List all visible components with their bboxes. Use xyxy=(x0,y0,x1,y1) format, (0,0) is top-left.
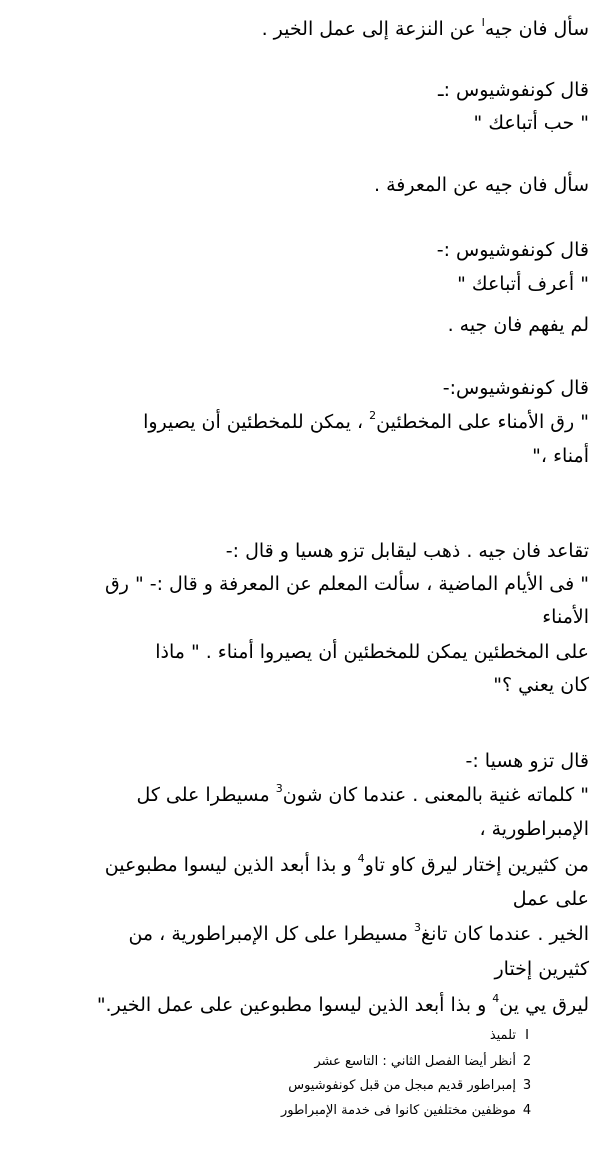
footnote xyxy=(314,1055,538,1068)
text-line: أمناء ،" xyxy=(532,445,589,467)
footnote-ref: 4 xyxy=(357,852,365,865)
text-line: قال تزو هسيا :- xyxy=(465,750,589,772)
footnote-ref: 2 xyxy=(369,409,377,422)
text-line: الخير . عندما كان تانغ$^3$ مسيطرا على كل الإمبراطورية ، من xyxy=(128,921,589,945)
text-line: سأل فان جيه$^I$ عن النزعة إلى عمل الخير . xyxy=(261,16,589,40)
text-line: على المخطئين يمكن للمخطئين أن يصيروا أمناء . " ماذا xyxy=(155,641,589,663)
text-line: ليرق يي ين$^4$ و بذا أبعد الذين ليسوا مطبوعين على عمل الخير." xyxy=(96,992,589,1016)
footnote xyxy=(288,1079,538,1092)
text-line: قال كونفوشيوس:- xyxy=(442,377,589,399)
footnote-ref: 3 xyxy=(275,782,283,795)
text-line: من كثيرين إختار ليرق كاو تاو$^4$ و بذا أبعد الذين ليسوا مطبوعين xyxy=(104,852,589,876)
footnote-number: 2 xyxy=(522,1054,532,1069)
text-line: " رق الأمناء على المخطئين$^2$ ، يمكن للمخطئين أن يصيروا xyxy=(143,409,589,433)
text-line: " أعرف أتباعك " xyxy=(457,273,589,295)
footnote xyxy=(281,1104,538,1117)
footnote-ref: 4 xyxy=(492,992,500,1005)
footnote xyxy=(490,1029,538,1042)
footnote-number: I xyxy=(525,1028,529,1043)
footnote-text: موظفين مختلفين كانوا فى خدمة الإمبراطور xyxy=(280,1103,516,1118)
text-line: سأل فان جيه عن المعرفة . xyxy=(373,174,589,196)
footnote-text: تلميذ xyxy=(489,1028,516,1043)
text-line: الأمناء xyxy=(542,606,589,628)
text-line: كان يعني ؟" xyxy=(493,674,589,696)
text-line: " كلماته غنية بالمعنى . عندما كان شون$^3$ مسيطرا على كل xyxy=(136,782,589,806)
footnote-text: إمبراطور قديم مبجل من قبل كونفوشيوس xyxy=(288,1078,516,1093)
footnote-ref: I xyxy=(481,16,485,29)
text-line: كثيرين إختار xyxy=(494,958,589,980)
text-line: على عمل xyxy=(512,888,589,910)
text-line: قال كونفوشيوس :ـ xyxy=(438,79,589,101)
text-line: الإمبراطورية ، xyxy=(479,818,589,840)
footnote-number: 4 xyxy=(522,1103,532,1118)
text-line: تقاعد فان جيه . ذهب ليقابل تزو هسيا و قال :- xyxy=(225,540,589,562)
text-line: " حب أتباعك " xyxy=(473,112,589,134)
footnote-number: 3 xyxy=(522,1078,532,1093)
text-line: " فى الأيام الماضية ، سألت المعلم عن المعرفة و قال :- " رق xyxy=(105,573,589,595)
footnote-ref: 3 xyxy=(413,921,421,934)
text-line: لم يفهم فان جيه . xyxy=(447,314,589,336)
footnote-text: أنظر أيضا الفصل الثاني : التاسع عشر xyxy=(314,1054,516,1069)
text-line: قال كونفوشيوس :- xyxy=(436,239,589,261)
